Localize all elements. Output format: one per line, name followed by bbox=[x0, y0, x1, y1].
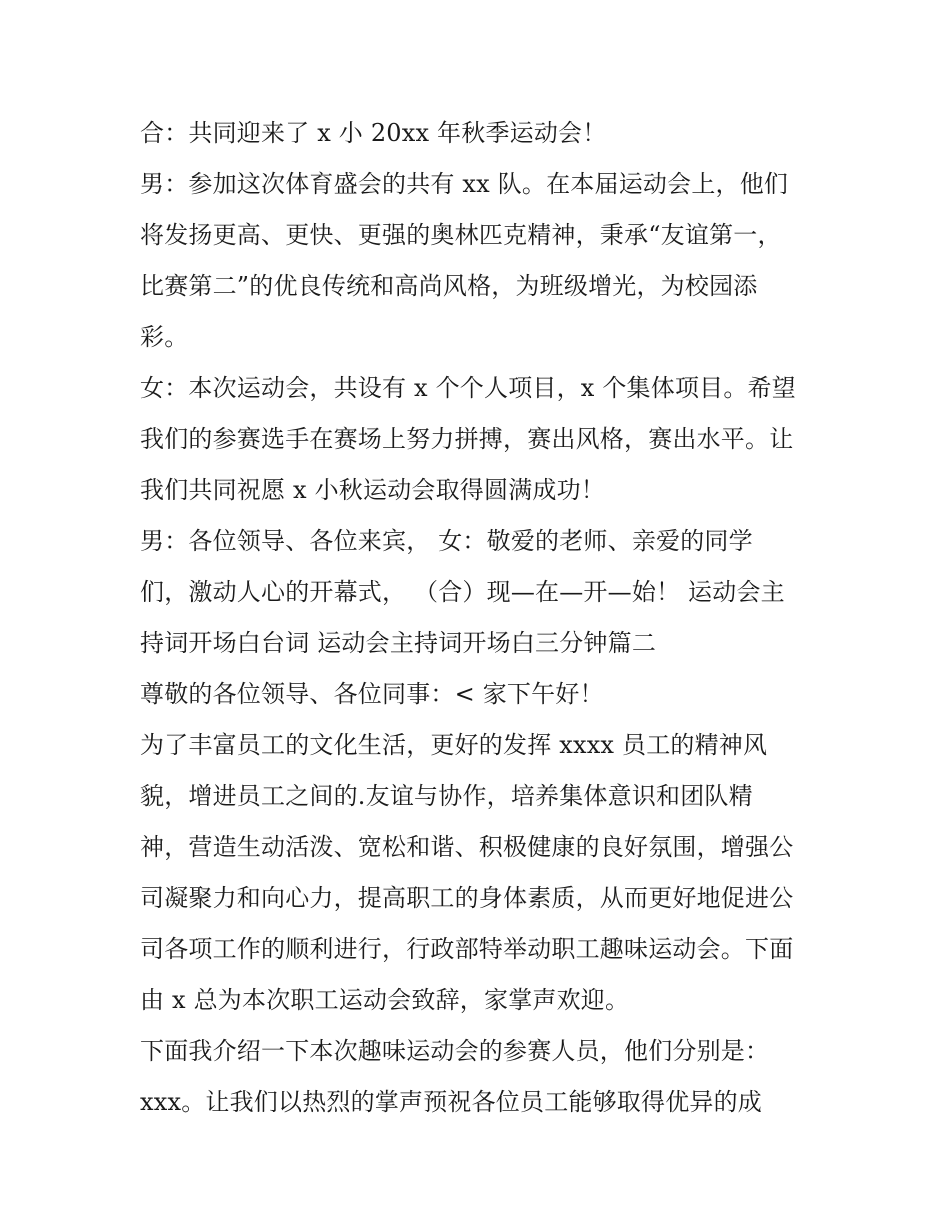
text-line: 将发扬更高、更快、更强的奥林匹克精神，秉承“友谊第一， bbox=[140, 221, 782, 249]
text-line: 比赛第二”的优良传统和高尚风格，为班级增光，为校园添 bbox=[140, 272, 758, 300]
text-line: 为了丰富员工的文化生活，更好的发挥 xxxx 员工的精神风 bbox=[140, 731, 768, 759]
text-line: 下面我介绍一下本次趣味运动会的参赛人员，他们分别是： bbox=[140, 1037, 770, 1065]
text-line: 貌，增进员工之间的.友谊与协作，培养集体意识和团队精 bbox=[140, 782, 753, 810]
document-body bbox=[140, 108, 830, 1128]
text-line: 我们共同祝愿 x 小秋运动会取得圆满成功！ bbox=[140, 476, 605, 504]
text-line: 男：各位领导、各位来宾， 女：敬爱的老师、亲爱的同学 bbox=[140, 527, 753, 555]
text-line: 女：本次运动会，共设有 x 个个人项目，x 个集体项目。希望 bbox=[140, 374, 796, 402]
text-line: 男：参加这次体育盛会的共有 xx 队。在本届运动会上，他们 bbox=[140, 170, 789, 198]
text-line: 持词开场白台词 运动会主持词开场白三分钟篇二 bbox=[140, 629, 657, 657]
text-line: 们，激动人心的开幕式， （合）现—在—开—始！ 运动会主 bbox=[140, 578, 785, 606]
text-line: 司各项工作的顺利进行，行政部特举动职工趣味运动会。下面 bbox=[140, 935, 794, 963]
text-line: 神，营造生动活泼、宽松和谐、积极健康的良好氛围，增强公 bbox=[140, 833, 794, 861]
text-line: xxx。让我们以热烈的掌声预祝各位员工能够取得优异的成 bbox=[140, 1088, 763, 1116]
text-line: 彩。 bbox=[140, 323, 189, 351]
text-line: 司凝聚力和向心力，提高职工的身体素质，从而更好地促进公 bbox=[140, 884, 794, 912]
text-line: 由 x 总为本次职工运动会致辞，家掌声欢迎。 bbox=[140, 986, 630, 1014]
text-line: 我们的参赛选手在赛场上努力拼搏，赛出风格，赛出水平。让 bbox=[140, 425, 794, 453]
text-line: 尊敬的各位领导、各位同事：< 家下午好！ bbox=[140, 680, 604, 708]
text-line: 合：共同迎来了 x 小 20xx 年秋季运动会！ bbox=[140, 119, 607, 147]
